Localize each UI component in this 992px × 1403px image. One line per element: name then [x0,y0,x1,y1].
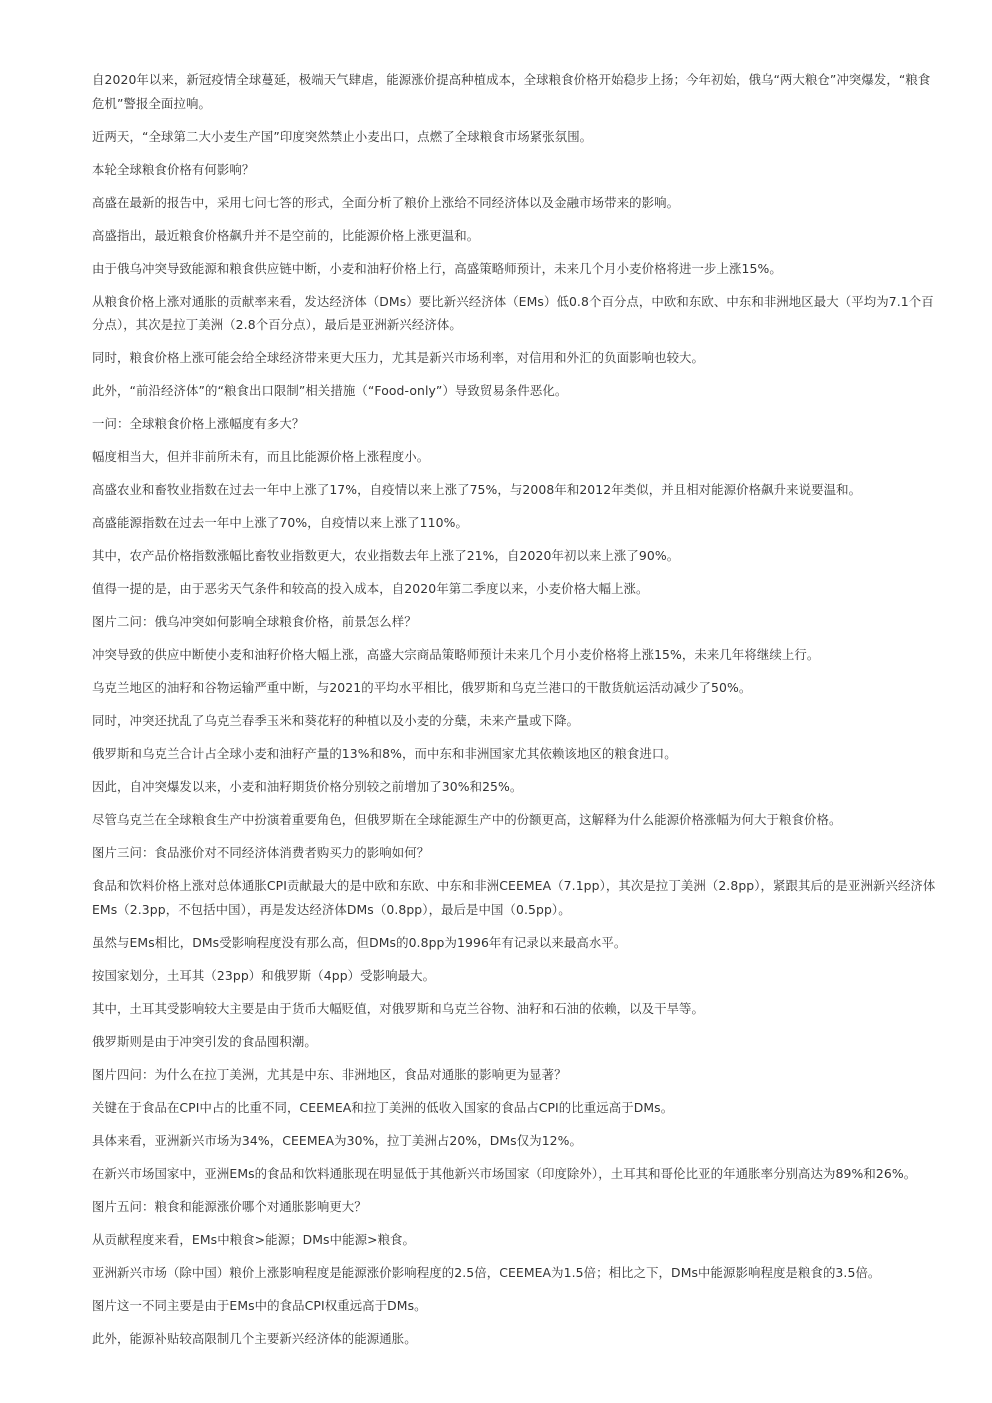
paragraph: 乌克兰地区的油籽和谷物运输严重中断，与2021的平均水平相比，俄罗斯和乌克兰港口的干散货航运活动减少了50%。 [92,680,752,695]
paragraph: 俄罗斯则是由于冲突引发的食品囤积潮。 [92,1033,317,1049]
paragraph: 其中，农产品价格指数涨幅比畜牧业指数更大，农业指数去年上涨了21%，自2020年初以来上涨了90%。 [92,548,680,563]
paragraph: 值得一提的是，由于恶劣天气条件和较高的投入成本，自2020年第二季度以来，小麦价格大幅上涨。 [92,581,649,596]
section-question: 一问：全球粮食价格上涨幅度有多大？ [92,416,305,431]
paragraph: 自2020年以来，新冠疫情全球蔓延，极端天气肆虐，能源涨价提高种植成本，全球粮食价格开始稳步上扬；今年初始，俄乌“两大粮仓”冲突爆发，“粮食危机”警报全面拉响。 [92,72,931,111]
paragraph: 从贡献程度来看，EMs中粮食>能源；DMs中能源>粮食。 [92,1231,416,1247]
paragraph: 高盛指出，最近粮食价格飙升并不是空前的，比能源价格上涨更温和。 [92,227,480,243]
paragraph: 高盛能源指数在过去一年中上涨了70%，自疫情以来上涨了110%。 [92,515,468,530]
paragraph: 俄罗斯和乌克兰合计占全球小麦和油籽产量的13%和8%，而中东和非洲国家尤其依赖该地区的粮食进口。 [92,746,677,761]
paragraph: 由于俄乌冲突导致能源和粮食供应链中断，小麦和油籽价格上行，高盛策略师预计，未来几个月小麦价格将进一步上涨15%。 [92,260,782,276]
paragraph: 虽然与EMs相比，DMs受影响程度没有那么高，但DMs的0.8pp为1996年有记录以来最高水平。 [92,934,627,950]
paragraph: 具体来看，亚洲新兴市场为34%，CEEMEA为30%，拉丁美洲占20%，DMs仅为12%。 [92,1132,583,1148]
paragraph: 其中，土耳其受影响较大主要是由于货币大幅贬值，对俄罗斯和乌克兰谷物、油籽和石油的依赖，以及干旱等。 [92,1000,705,1016]
paragraph: 图片这一不同主要是由于EMs中的食品CPI权重远高于DMs。 [92,1297,427,1313]
paragraph: 尽管乌克兰在全球粮食生产中扮演着重要角色，但俄罗斯在全球能源生产中的份额更高，这解释为什么能源价格涨幅为何大于粮食价格。 [92,812,842,827]
paragraph: 同时，粮食价格上涨可能会给全球经济带来更大压力，尤其是新兴市场利率，对信用和外汇的负面影响也较大。 [92,350,705,365]
paragraph: 从粮食价格上涨对通胀的贡献率来看，发达经济体（DMs）要比新兴经济体（EMs）低0.8个百分点，中欧和东欧、中东和非洲地区最大（平均为7.1个百分点），其次是拉丁美洲（2.8个百分点），最后是亚洲新兴经济体。 [92,293,934,332]
paragraph: 同时，冲突还扰乱了乌克兰春季玉米和葵花籽的种植以及小麦的分蘖，未来产量或下降。 [92,713,580,728]
paragraph: 此外，能源补贴较高限制几个主要新兴经济体的能源通胀。 [92,1330,417,1346]
paragraph: 高盛农业和畜牧业指数在过去一年中上涨了17%，自疫情以来上涨了75%，与2008年和2012年类似，并且相对能源价格飙升来说要温和。 [92,482,862,497]
paragraph: 在新兴市场国家中，亚洲EMs的食品和饮料通胀现在明显低于其他新兴市场国家（印度除外），土耳其和哥伦比亚的年通胀率分别高达为89%和26%。 [92,1165,917,1181]
paragraph: 高盛在最新的报告中，采用七问七答的形式，全面分析了粮价上涨给不同经济体以及金融市场带来的影响。 [92,194,680,210]
section-question: 图片二问：俄乌冲突如何影响全球粮食价格，前景怎么样？ [92,614,417,629]
paragraph: 食品和饮料价格上涨对总体通胀CPI贡献最大的是中欧和东欧、中东和非洲CEEMEA（7.1pp），其次是拉丁美洲（2.8pp），紧跟其后的是亚洲新兴经济体EMs（2.3pp，不包括中国），再是发达经济体DMs（0.8pp），最后是中国（0.5pp）。 [92,878,936,917]
article-body [92,68,942,1360]
paragraph: 亚洲新兴市场（除中国）粮价上涨影响程度是能源涨价影响程度的2.5倍，CEEMEA为1.5倍；相比之下，DMs中能源影响程度是粮食的3.5倍。 [92,1264,881,1280]
paragraph: 近两天，“全球第二大小麦生产国”印度突然禁止小麦出口，点燃了全球粮食市场紧张氛围。 [92,128,593,144]
paragraph: 因此，自冲突爆发以来，小麦和油籽期货价格分别较之前增加了30%和25%。 [92,779,523,794]
paragraph: 关键在于食品在CPI中占的比重不同，CEEMEA和拉丁美洲的低收入国家的食品占CPI的比重远高于DMs。 [92,1099,674,1115]
section-question: 图片五问：粮食和能源涨价哪个对通胀影响更大？ [92,1198,367,1214]
paragraph: 冲突导致的供应中断使小麦和油籽价格大幅上涨，高盛大宗商品策略师预计未来几个月小麦价格将上涨15%，未来几年将继续上行。 [92,647,820,662]
section-question: 图片三问：食品涨价对不同经济体消费者购买力的影响如何？ [92,845,430,860]
section-question: 图片四问：为什么在拉丁美洲，尤其是中东、非洲地区，食品对通胀的影响更为显著？ [92,1066,567,1082]
paragraph: 本轮全球粮食价格有何影响？ [92,161,255,177]
paragraph: 幅度相当大，但并非前所未有，而且比能源价格上涨程度小。 [92,449,430,464]
paragraph: 按国家划分，土耳其（23pp）和俄罗斯（4pp）受影响最大。 [92,967,436,983]
paragraph: 此外，“前沿经济体”的“粮食出口限制”相关措施（“Food-only”）导致贸易条件恶化。 [92,383,568,398]
